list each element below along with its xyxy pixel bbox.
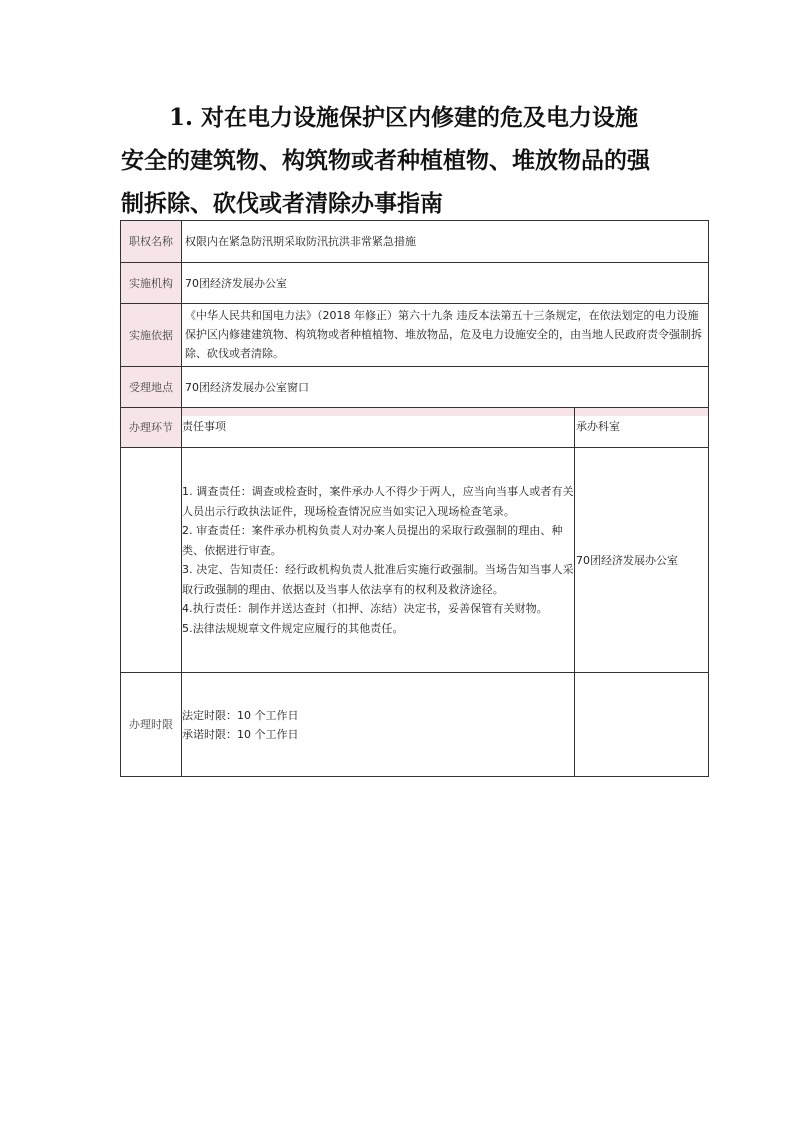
time-limit-text [182, 706, 299, 744]
row-time-limit [121, 673, 708, 776]
label-basis: 实施依据 [121, 304, 182, 366]
time-limit-promised: 承诺时限：10 个工作日 [182, 727, 299, 741]
duty-item-3: 3. 决定、告知责任：经行政机构负责人批准后实施行政强制。当场告知当事人采取行政强制的理由、依据以及当事人依法享有的权利及救济途径。 [182, 563, 574, 596]
duty-item-5: 5.法律法规规章文件规定应履行的其他责任。 [182, 621, 404, 635]
label-power-name: 职权名称 [121, 221, 182, 262]
value-location: 70团经济发展办公室窗口 [185, 380, 309, 394]
label-location: 受理地点 [121, 367, 182, 407]
title-line-1: 1. 对在电力设施保护区内修建的危及电力设施 [169, 104, 639, 131]
title-line-3: 制拆除、砍伐或者清除办事指南 [121, 190, 443, 217]
guide-table [120, 220, 709, 777]
title-line-2: 安全的建筑物、构筑物或者种植植物、堆放物品的强 [121, 147, 650, 174]
row-power-name [121, 221, 708, 263]
duties-cell [182, 448, 575, 672]
duties-office: 70团经济发展办公室 [576, 553, 678, 567]
value-power-name: 权限内在紧急防汛期采取防汛抗洪非常紧急措施 [185, 235, 416, 248]
row-basis [121, 304, 708, 367]
label-duties-empty [121, 448, 182, 672]
value-agency: 70团经济发展办公室 [185, 276, 287, 290]
row-process-header [121, 408, 708, 448]
label-process: 办理环节 [121, 408, 182, 447]
duty-item-4: 4.执行责任：制作并送达查封（扣押、冻结）决定书，妥善保管有关财物。 [182, 602, 548, 615]
label-agency: 实施机构 [121, 263, 182, 303]
value-basis: 《中华人民共和国电力法》（2018 年修正）第六十九条 违反本法第五十三条规定，在依法划定的电力设施保护区内修建建筑物、构筑物或者种植植物、堆放物品，危及电力设施安全的，由当地人民政府责令强制拆除、砍伐或者清除。 [185, 309, 702, 360]
time-limit-cell [182, 673, 575, 776]
duty-item-2: 2. 审查责任：案件承办机构负责人对办案人员提出的采取行政强制的理由、种类、依据进行审查。 [182, 524, 563, 557]
header-office [575, 408, 708, 447]
duty-item-1: 1. 调查责任：调查或检查时，案件承办人不得少于两人，应当向当事人或者有关人员出示行政执法证件，现场检查情况应当如实记入现场检查笔录。 [182, 485, 574, 518]
header-office-text: 承办科室 [576, 420, 620, 433]
row-agency [121, 263, 708, 304]
page-title [121, 96, 721, 225]
time-limit-legal: 法定时限：10 个工作日 [182, 708, 299, 722]
header-duty-text: 责任事项 [182, 420, 226, 433]
row-duties [121, 448, 708, 673]
header-duty [182, 408, 575, 447]
duties-list [182, 482, 574, 638]
row-location [121, 367, 708, 408]
label-time-limit: 办理时限 [121, 673, 182, 776]
time-limit-office-empty [575, 673, 708, 776]
